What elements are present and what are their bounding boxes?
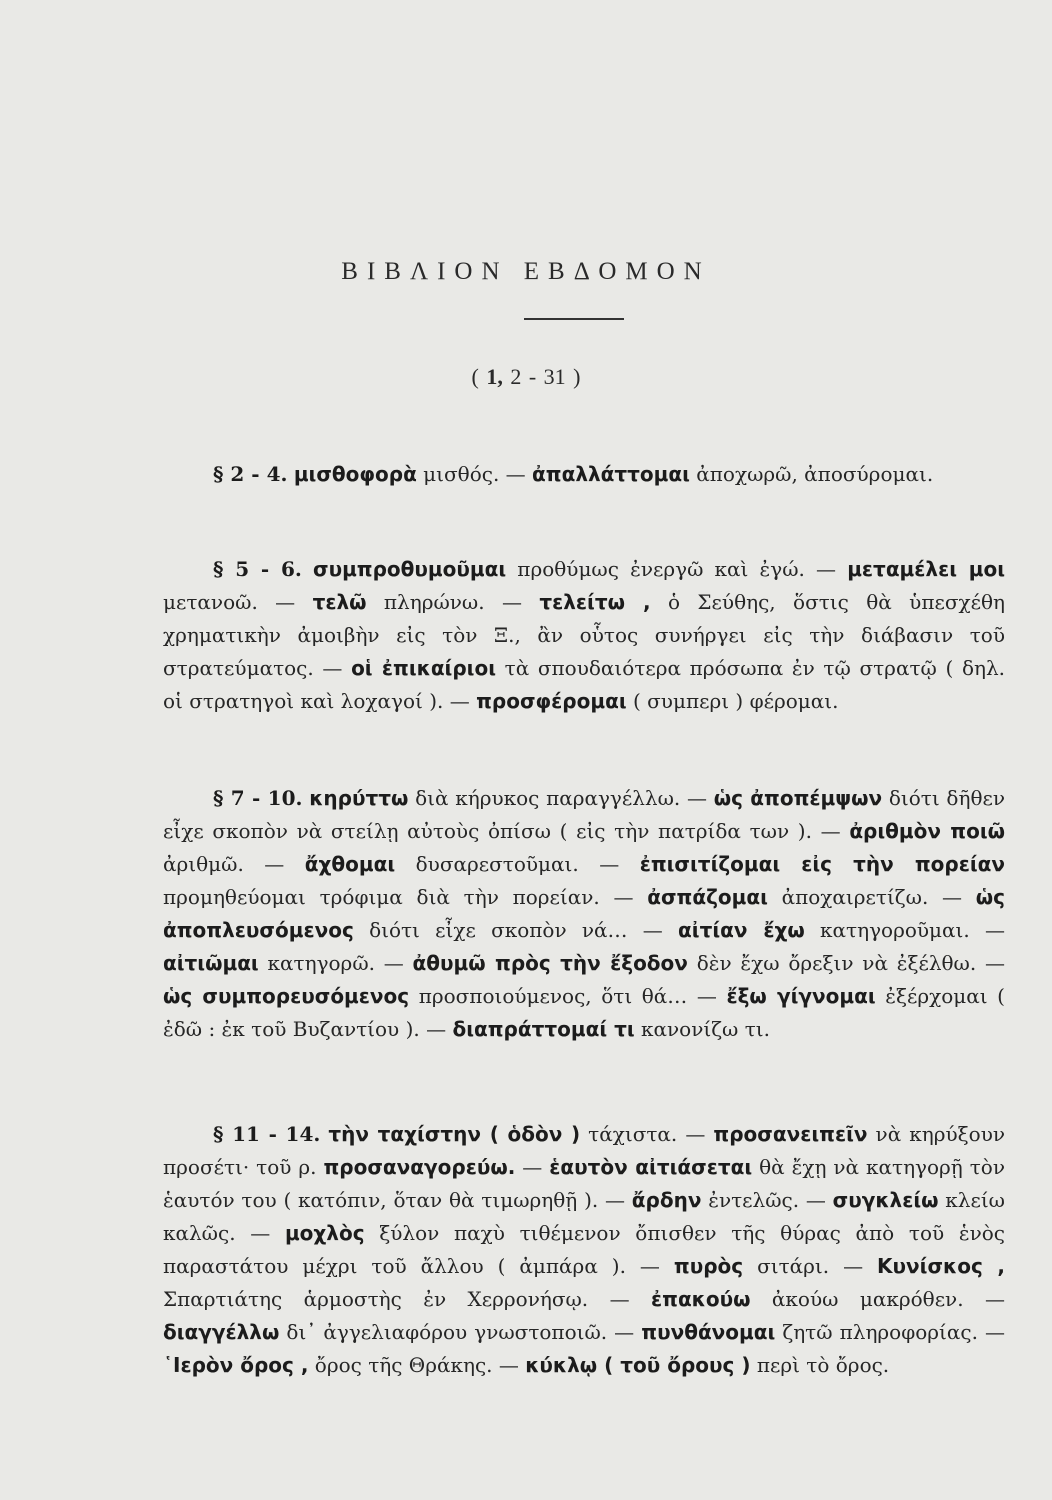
glossary-term: κύκλῳ ( τοῦ ὄρους ) <box>525 1353 751 1377</box>
glossary-term: ἐπακούω <box>650 1287 751 1311</box>
glossary-term: μισθοφορὰ <box>293 462 417 486</box>
glossary-definition: δι᾽ ἀγγελιαφόρου γνωστοποιῶ. — <box>279 1320 642 1344</box>
section-11-14 <box>163 1118 1005 1382</box>
glossary-definition: τὰ σπουδαιότερα πρόσωπα ἐν τῷ στρατῷ ( δηλ. οἱ στρατηγοὶ καὶ λοχαγοί ). — <box>163 656 1005 713</box>
glossary-definition: διότι εἶχε σκοπὸν νά… — <box>353 918 679 942</box>
glossary-definition: σιτάρι. — <box>743 1254 878 1278</box>
glossary-definition: ἀποχαιρετίζω. — <box>767 885 976 909</box>
glossary-definition: μισθός. — <box>416 462 533 486</box>
glossary-definition: ξύλον παχὺ τιθέμενον ὄπισθεν τῆς θύρας ἀπὸ τοῦ ἑνὸς παραστάτου μέχρι τοῦ ἄλλου ( ἀμπάρα ). — <box>163 1221 1005 1278</box>
glossary-definition: ἀριθμῶ. — <box>163 852 305 876</box>
glossary-definition: πληρώνω. — <box>366 590 540 614</box>
glossary-term: αἰτίαν ἔχω <box>678 918 805 942</box>
glossary-term: κηρύττω <box>309 786 409 810</box>
glossary-definition: δυσαρεστοῦμαι. — <box>395 852 640 876</box>
glossary-definition: προθύμως ἐνεργῶ καὶ ἐγώ. — <box>506 557 848 581</box>
glossary-term: προσανειπεῖν <box>713 1122 868 1146</box>
glossary-term: ἐπισιτίζομαι εἰς τὴν πορείαν <box>639 852 1005 876</box>
glossary-definition: — <box>515 1155 550 1179</box>
glossary-term: πυνθάνομαι <box>641 1320 776 1344</box>
glossary-term: συμπροθυμοῦμαι <box>313 557 507 581</box>
glossary-term: διαπράττομαί τι <box>452 1017 635 1041</box>
section-number: § 2 - 4. <box>213 462 288 486</box>
section-number: § 5 - 6. <box>213 557 302 581</box>
glossary-term: ἑαυτὸν αἰτιάσεται <box>549 1155 753 1179</box>
glossary-term: οἱ ἐπικαίριοι <box>351 656 496 680</box>
glossary-definition: κατηγορῶ. — <box>258 951 413 975</box>
glossary-definition: θὰ ἔχῃ νὰ κατηγορῇ τὸν ἑαυτόν του ( κατόπιν, ὅταν θὰ τιμωρηθῇ ). — <box>163 1155 1005 1212</box>
glossary-term: ὡς συμπορευσόμενος <box>163 984 410 1008</box>
glossary-definition: προμηθεύομαι τρόφιμα διὰ τὴν πορείαν. — <box>163 885 648 909</box>
glossary-term: τελείτω , <box>539 590 651 614</box>
glossary-term: ἄρδην <box>631 1188 702 1212</box>
glossary-definition: ὁ Σεύθης, ὅστις θὰ ὑπεσχέθη χρηματικὴν ἀμοιβὴν εἰς τὸν Ξ., ἂν οὗτος συνήργει εἰς τὴν διάβασιν τοῦ στρατεύματος. — <box>163 590 1005 680</box>
chapter-range <box>0 364 1052 390</box>
glossary-term: ὡς ἀποπέμψων <box>713 786 883 810</box>
range-open: ( <box>471 364 479 389</box>
glossary-definition: ζητῶ πληροφορίας. — <box>775 1320 1006 1344</box>
glossary-definition: κλείω καλῶς. — <box>163 1188 1005 1245</box>
glossary-term: ἀριθμὸν ποιῶ <box>849 819 1005 843</box>
glossary-term: ἀπαλλάττομαι <box>532 462 690 486</box>
glossary-term: Κυνίσκος , <box>877 1254 1005 1278</box>
glossary-definition: ἐξέρχομαι ( ἐδῶ : ἐκ τοῦ Βυζαντίου ). — <box>163 984 1005 1041</box>
glossary-definition: προσποιούμενος, ὅτι θά… — <box>409 984 727 1008</box>
glossary-term: μοχλὸς <box>284 1221 365 1245</box>
glossary-definition: δὲν ἔχω ὄρεξιν νὰ ἐξέλθω. — <box>687 951 1005 975</box>
glossary-term: ῾Ιερὸν ὄρος , <box>163 1353 309 1377</box>
glossary-definition: κατηγοροῦμαι. — <box>804 918 1005 942</box>
glossary-definition: ἐντελῶς. — <box>701 1188 833 1212</box>
section-2-4 <box>163 458 1005 491</box>
book-title: ΒΙΒΛΙΟΝ ΕΒΔΟΜΟΝ <box>341 258 711 285</box>
glossary-definition: περὶ τὸ ὄρος. <box>750 1353 890 1377</box>
range-verses: 2 - 31 <box>510 364 566 389</box>
glossary-term: συγκλείω <box>832 1188 939 1212</box>
title-divider <box>524 318 624 320</box>
glossary-definition: ἀποχωρῶ, ἀποσύρομαι. <box>689 462 934 486</box>
section-number: § 11 - 14. <box>213 1122 321 1146</box>
glossary-term: αἰτιῶμαι <box>163 951 259 975</box>
glossary-definition: Σπαρτιάτης ἁρμοστὴς ἐν Χερρονήσῳ. — <box>163 1287 651 1311</box>
glossary-definition: κανονίζω τι. <box>634 1017 770 1041</box>
glossary-term: ἔξω γίγνομαι <box>726 984 876 1008</box>
glossary-definition: διότι δῆθεν εἶχε σκοπὸν νὰ στείλῃ αὐτοὺς ὀπίσω ( εἰς τὴν πατρίδα των ). — <box>163 786 1005 843</box>
range-close: ) <box>573 364 581 389</box>
glossary-definition: μετανοῶ. — <box>163 590 313 614</box>
glossary-definition: ἀκούω μακρόθεν. — <box>750 1287 1005 1311</box>
range-chapter: 1, <box>486 364 503 389</box>
section-7-10 <box>163 782 1005 1046</box>
glossary-term: προσαναγορεύω. <box>323 1155 516 1179</box>
glossary-term: διαγγέλλω <box>163 1320 280 1344</box>
glossary-term: ἀσπάζομαι <box>647 885 768 909</box>
glossary-term: τελῶ <box>312 590 367 614</box>
section-5-6 <box>163 553 1005 718</box>
glossary-term: ὡς ἀποπλευσόμενος <box>163 885 1006 942</box>
glossary-definition: ( συμπερι ) φέρομαι. <box>626 689 839 713</box>
glossary-term: προσφέρομαι <box>476 689 627 713</box>
glossary-term: ἄχθομαι <box>304 852 396 876</box>
glossary-term: τὴν ταχίστην ( ὁδὸν ) <box>328 1122 581 1146</box>
glossary-definition: τάχιστα. — <box>580 1122 714 1146</box>
glossary-definition: νὰ κηρύξουν προσέτι· τοῦ ρ. <box>163 1122 1006 1179</box>
glossary-definition: διὰ κήρυκος παραγγέλλω. — <box>408 786 714 810</box>
glossary-term: ἀθυμῶ πρὸς τὴν ἔξοδον <box>412 951 688 975</box>
glossary-term: πυρὸς <box>673 1254 744 1278</box>
glossary-term: μεταμέλει μοι <box>847 557 1005 581</box>
section-number: § 7 - 10. <box>213 786 303 810</box>
glossary-definition: ὄρος τῆς Θράκης. — <box>308 1353 526 1377</box>
